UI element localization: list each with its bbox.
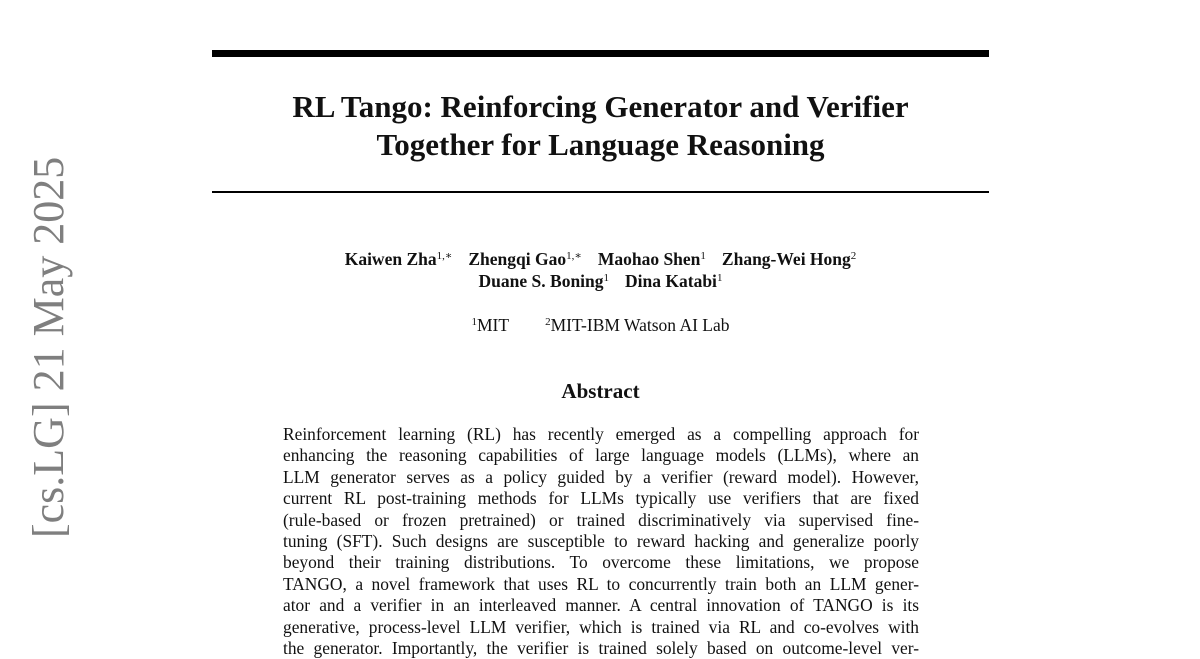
author-list (212, 248, 989, 292)
top-rule (212, 50, 989, 57)
abstract-line: current RL post-training methods for LLMs typically use verifiers that are fixed (283, 488, 919, 509)
abstract-line: enhancing the reasoning capabilities of large language models (LLMs), where an (283, 445, 919, 466)
arxiv-stamp: [cs.LG] 21 May 2025 (24, 156, 73, 538)
author-line-2 (212, 270, 989, 292)
author-name: Maohao Shen$^1$ (597, 249, 706, 269)
abstract-line: tuning (SFT). Such designs are susceptible to reward hacking and generalize poorly (283, 531, 919, 552)
author-name: Duane S. Boning$^1$ (478, 271, 610, 291)
affiliation-list (212, 314, 989, 336)
abstract-heading: Abstract (561, 379, 640, 403)
title-rule (212, 191, 989, 193)
abstract-line: (rule-based or frozen pretrained) or trained discriminatively via supervised fine- (283, 509, 919, 530)
abstract-body (283, 424, 919, 659)
affiliation-mark: 1,∗ (566, 250, 582, 262)
affiliation-mark: 1 (603, 272, 610, 284)
affiliation-mark: 1 (700, 250, 706, 262)
author-name: Kaiwen Zha$^{1,∗}$ (344, 249, 453, 269)
abstract-line: LLM generator serves as a policy guided by a verifier (reward model). However, (283, 466, 919, 487)
author-name: Zhengqi Gao$^{1,∗}$ (468, 249, 582, 269)
affiliation-mark: 1,∗ (436, 250, 453, 262)
affiliation-mark: 2 (850, 250, 857, 262)
abstract-line: Reinforcement learning (RL) has recently emerged as a compelling approach for (283, 424, 919, 444)
paper-title (212, 88, 989, 164)
affiliation: $^2$MIT-IBM Watson AI Lab (545, 315, 730, 335)
author-name: Dina Katabi$^1$ (625, 271, 723, 291)
title-line-1: RL Tango: Reinforcing Generator and Verifier (292, 89, 909, 124)
affiliation: $^1$MIT (471, 315, 510, 335)
author-name: Zhang-Wei Hong$^2$ (721, 249, 857, 269)
title-line-2: Together for Language Reasoning (376, 127, 825, 162)
abstract-line: beyond their training distributions. To overcome these limitations, we propose (283, 552, 919, 573)
abstract-line: TANGO, a novel framework that uses RL to concurrently train both an LLM gener- (283, 573, 919, 594)
abstract-line: generative, process-level LLM verifier, which is trained via RL and co-evolves with (283, 616, 919, 637)
author-line-1 (212, 248, 989, 270)
abstract-line: the generator. Importantly, the verifier is trained solely based on outcome-level ver- (283, 638, 919, 659)
affiliation-mark: 1 (716, 272, 723, 284)
abstract-line: ator and a verifier in an interleaved manner. A central innovation of TANGO is its (283, 595, 919, 616)
